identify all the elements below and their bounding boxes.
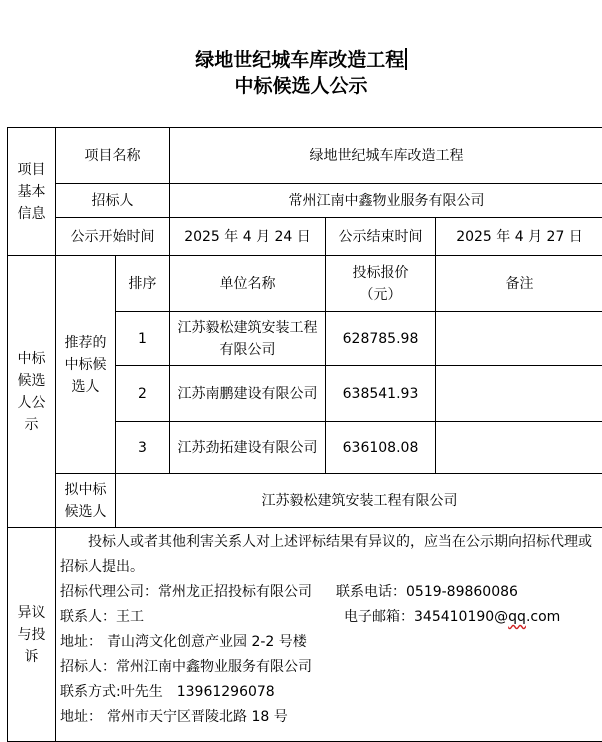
email-value: 345410190@qq.com [414,609,560,625]
candidate-rank: 3 [116,422,170,474]
obj-tenderer-value: 常州江南中鑫物业服务有限公司 [116,659,312,675]
start-date-value: 2025 年 4 月 24 日 [170,218,326,256]
header-price: 投标报价 （元） [326,256,436,312]
contact-value: 王工 [116,609,144,625]
header-remark: 备注 [436,256,602,312]
tenderer-row [8,184,602,218]
notice-subtitle: 中标候选人公示 [0,73,602,99]
notice-title-text: 绿地世纪城车库改造工程 [195,49,404,71]
announcement-table [7,127,602,742]
obj-tenderer-line [60,655,600,680]
tenderer-address-label: 地址： [60,709,102,725]
candidates-section-label: 中标 候选 人公 示 [8,256,56,528]
basic-info-section-label: 项目 基本 信息 [8,128,56,256]
candidate-price: 638541.93 [326,366,436,422]
start-date-label: 公示开始时间 [56,218,170,256]
obj-tenderer-label: 招标人： [60,659,116,675]
candidate-remark [436,422,602,474]
proposed-winner-row [8,474,602,528]
agent-line [60,580,600,605]
tenderer-label: 招标人 [56,184,170,218]
proposed-value: 江苏毅松建筑安装工程有限公司 [116,474,602,528]
agent-address-value: 青山湾文化创意产业园 2-2 号楼 [107,634,307,650]
agent-address-label: 地址： [60,634,102,650]
tenderer-address-line [60,705,600,730]
header-rank: 排序 [116,256,170,312]
email-label: 电子邮箱： [344,609,414,625]
notice-title [0,47,602,73]
agent-value: 常州龙正招投标有限公司 [158,584,312,600]
text-cursor [405,48,407,70]
recommended-label: 推荐的 中标候 选人 [56,256,116,474]
objection-content [56,528,602,742]
project-name-label: 项目名称 [56,128,170,184]
candidate-rank: 2 [116,366,170,422]
tenderer-contact-label: 联系方式: [60,684,121,700]
contact-label: 联系人： [60,609,116,625]
candidate-price: 636108.08 [326,422,436,474]
tenderer-address-value: 常州市天宁区晋陵北路 18 号 [107,709,288,725]
agent-phone-value: 0519-89860086 [406,584,518,600]
agent-label: 招标代理公司： [60,584,158,600]
objection-row [8,528,602,742]
contact-line [60,605,600,630]
header-unit: 单位名称 [170,256,326,312]
end-date-value: 2025 年 4 月 27 日 [436,218,602,256]
project-name-value: 绿地世纪城车库改造工程 [170,128,602,184]
candidate-unit: 江苏毅松建筑安装工程有限公司 [170,312,326,366]
tenderer-contact-value: 叶先生 [121,684,163,700]
candidate-price: 628785.98 [326,312,436,366]
candidate-rank: 1 [116,312,170,366]
project-name-row [8,128,602,184]
objection-section-label: 异议 与投 诉 [8,528,56,742]
end-date-label: 公示结束时间 [326,218,436,256]
agent-phone-label: 联系电话： [336,584,406,600]
candidate-unit: 江苏南鹏建设有限公司 [170,366,326,422]
proposed-label: 拟中标 候选人 [56,474,116,528]
tenderer-value: 常州江南中鑫物业服务有限公司 [170,184,602,218]
candidate-unit: 江苏劲拓建设有限公司 [170,422,326,474]
tenderer-contact-line [60,680,600,705]
tenderer-phone-value: 13961296078 [177,684,275,700]
candidate-remark [436,312,602,366]
agent-address-line [60,630,600,655]
candidates-header-row [8,256,602,312]
objection-paragraph: 投标人或者其他利害关系人对上述评标结果有异议的，应当在公示期向招标代理或招标人提出。 [60,530,600,580]
candidate-remark [436,366,602,422]
publicity-period-row [8,218,602,256]
